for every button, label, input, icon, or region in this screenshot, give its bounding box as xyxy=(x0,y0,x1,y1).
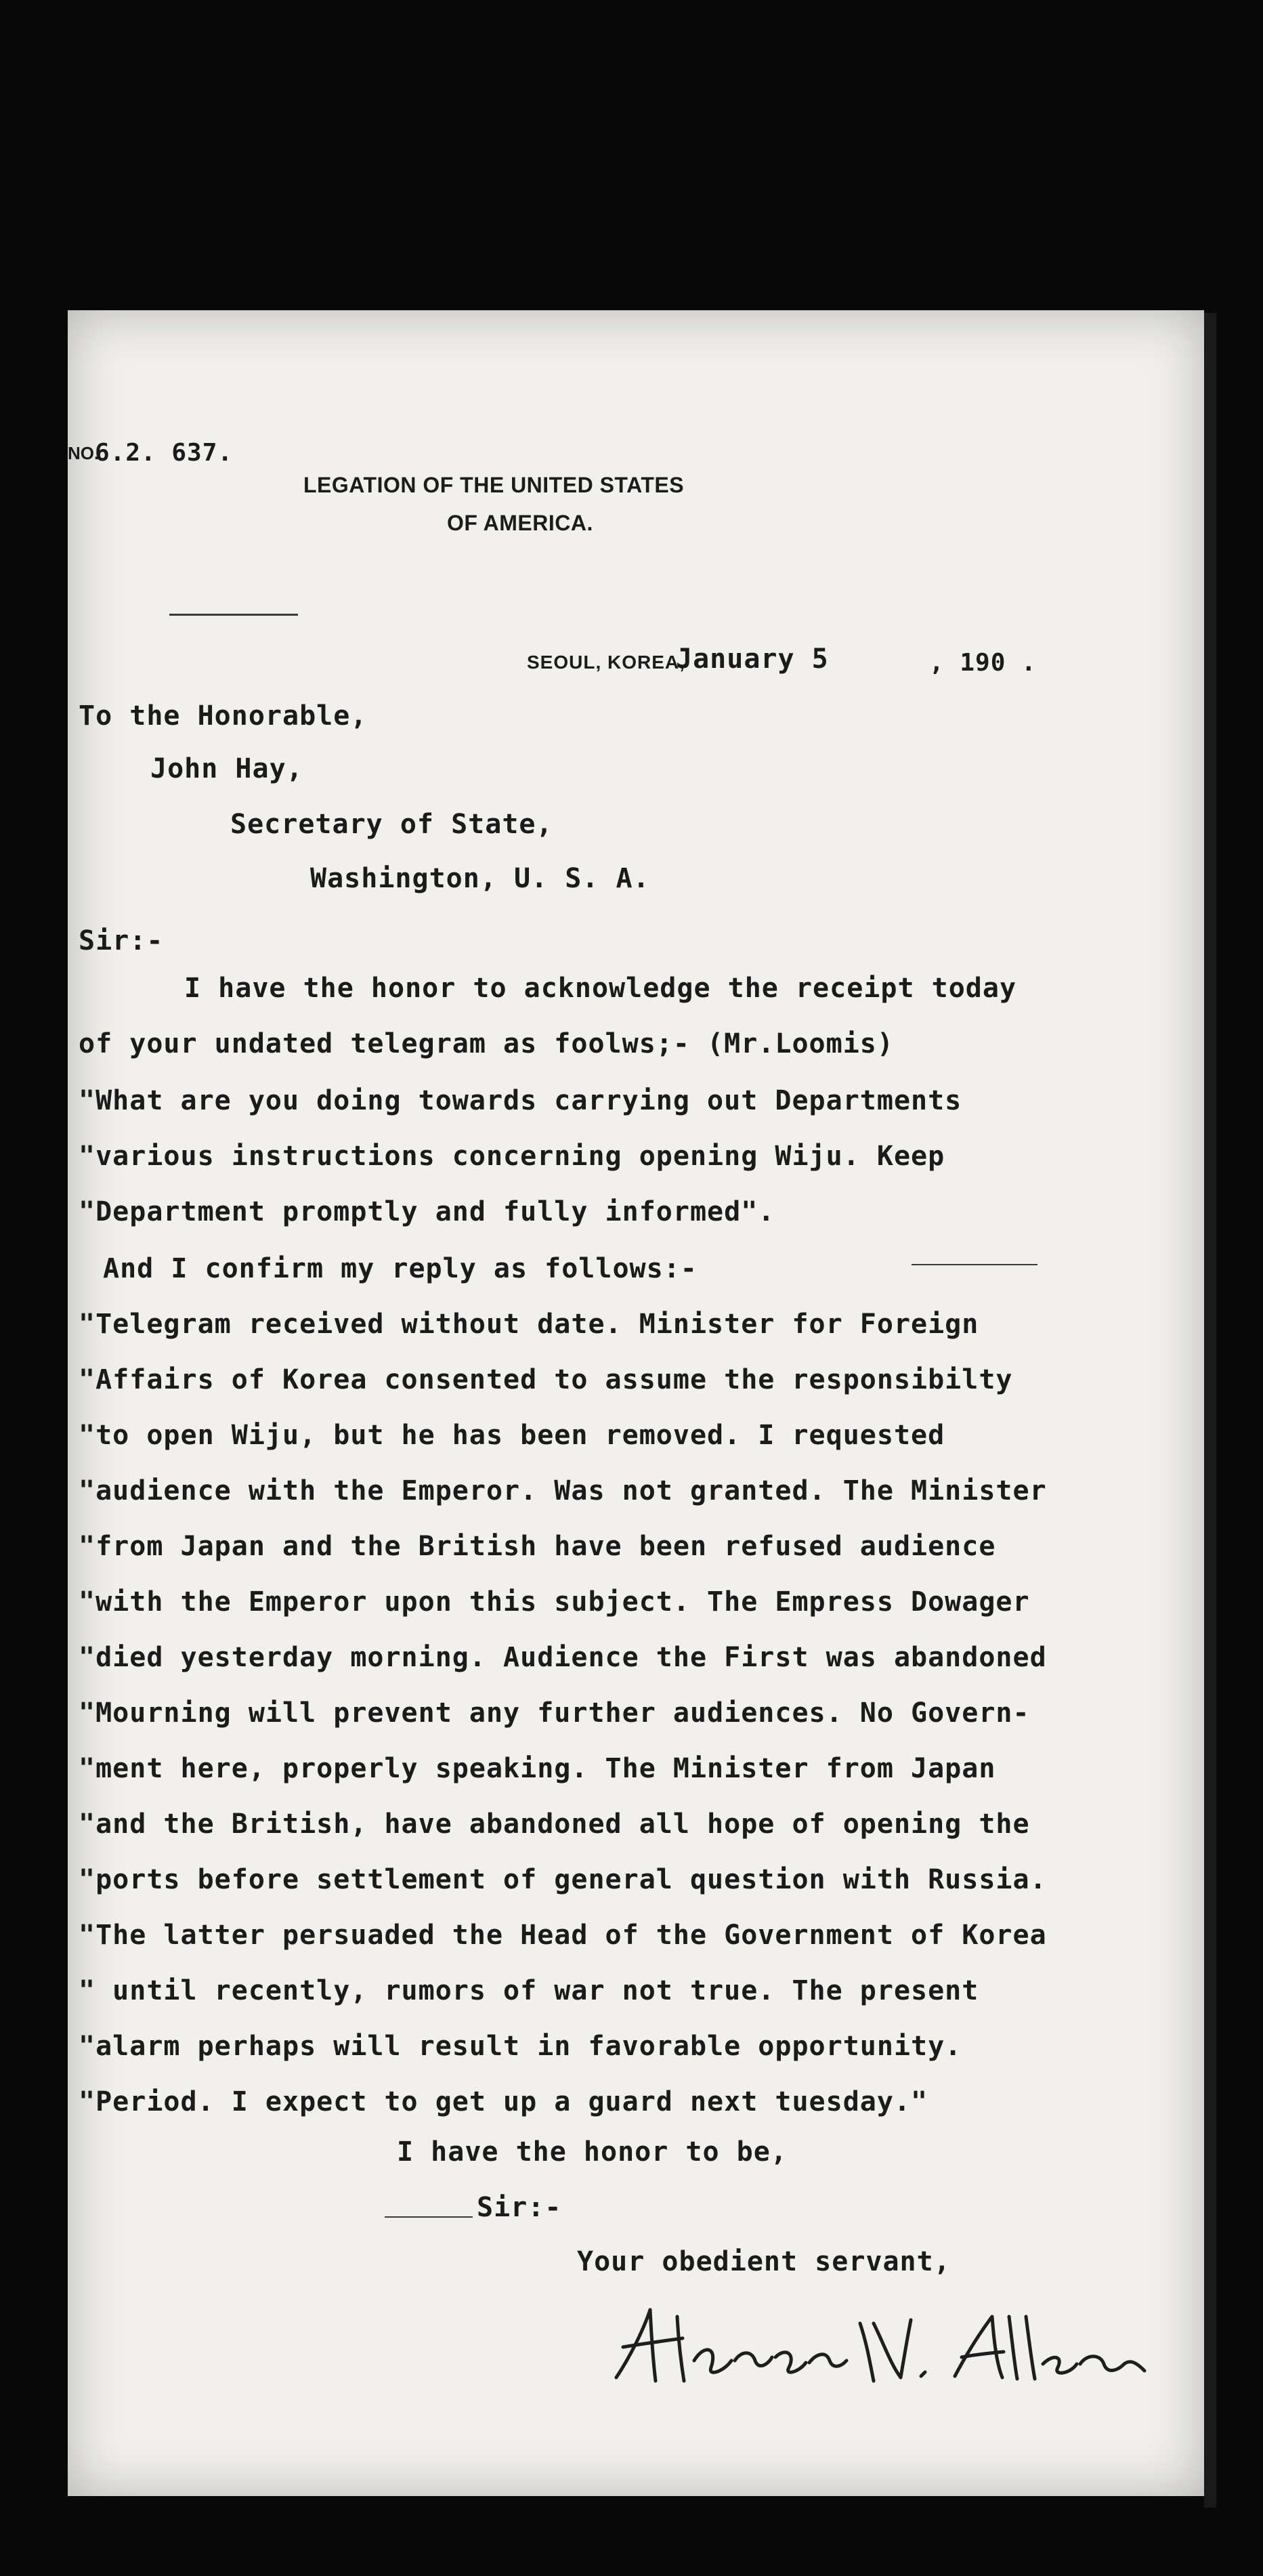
quoted-line: "to open Wiju, but he has been removed. I requested xyxy=(79,1420,945,1451)
quoted-line: "Period. I expect to get up a guard next tuesday." xyxy=(79,2086,928,2117)
closing-servant: Your obedient servant, xyxy=(577,2246,951,2277)
salutation: Sir:- xyxy=(79,925,164,956)
handwritten-signature xyxy=(603,2296,1158,2398)
place-line: SEOUL, KOREA, xyxy=(527,652,685,673)
quoted-line: "Affairs of Korea consented to assume the responsibilty xyxy=(79,1364,1013,1395)
closing-line: I have the honor to be, xyxy=(397,2136,788,2168)
letterhead-title: LEGATION OF THE UNITED STATES xyxy=(303,473,685,497)
letterhead-subtitle: OF AMERICA. xyxy=(447,511,593,535)
quoted-line: "from Japan and the British have been refused audience xyxy=(79,1531,996,1562)
quoted-line: "audience with the Emperor. Was not granted. The Minister xyxy=(79,1475,1047,1506)
page-edge xyxy=(1204,313,1216,2508)
quoted-line: " until recently, rumors of war not true. The present xyxy=(79,1975,979,2006)
closing-salutation: Sir:- xyxy=(477,2192,562,2223)
quoted-line: "ment here, properly speaking. The Minister from Japan xyxy=(79,1753,996,1784)
address-title: Secretary of State, xyxy=(230,809,553,840)
year-line: , 190 . xyxy=(929,649,1037,677)
closing-rule xyxy=(385,2216,473,2218)
quoted-line: "Department promptly and fully informed". xyxy=(79,1196,775,1227)
margin-rule xyxy=(912,1264,1037,1265)
letter-page xyxy=(68,310,1204,2496)
quoted-line: "The latter persuaded the Head of the Government of Korea xyxy=(79,1920,1047,1951)
document-number-label: NO. xyxy=(68,443,100,463)
date-line: January 5 xyxy=(676,643,829,675)
body-line: of your undated telegram as foolws;- (Mr.Loomis) xyxy=(79,1028,894,1059)
document-number: 6.2. 637. xyxy=(95,439,234,467)
quoted-line: "died yesterday morning. Audience the First was abandoned xyxy=(79,1642,1047,1673)
letterhead-rule xyxy=(169,614,298,616)
quoted-line: "ports before settlement of general question with Russia. xyxy=(79,1864,1047,1895)
quoted-line: "Telegram received without date. Minister for Foreign xyxy=(79,1309,979,1340)
address-name: John Hay, xyxy=(150,753,303,784)
quoted-line: "and the British, have abandoned all hope of opening the xyxy=(79,1809,1030,1840)
address-line: To the Honorable, xyxy=(79,700,368,732)
quoted-line: "various instructions concerning opening Wiju. Keep xyxy=(79,1141,945,1172)
quoted-line: "with the Emperor upon this subject. The Empress Dowager xyxy=(79,1586,1030,1618)
quoted-line: "What are you doing towards carrying out Departments xyxy=(79,1085,962,1116)
quoted-line: "alarm perhaps will result in favorable opportunity. xyxy=(79,2031,962,2062)
address-location: Washington, U. S. A. xyxy=(310,863,650,894)
body-line: I have the honor to acknowledge the receipt today xyxy=(184,973,1017,1004)
body-line: And I confirm my reply as follows:- xyxy=(103,1253,698,1284)
quoted-line: "Mourning will prevent any further audiences. No Govern- xyxy=(79,1697,1030,1729)
